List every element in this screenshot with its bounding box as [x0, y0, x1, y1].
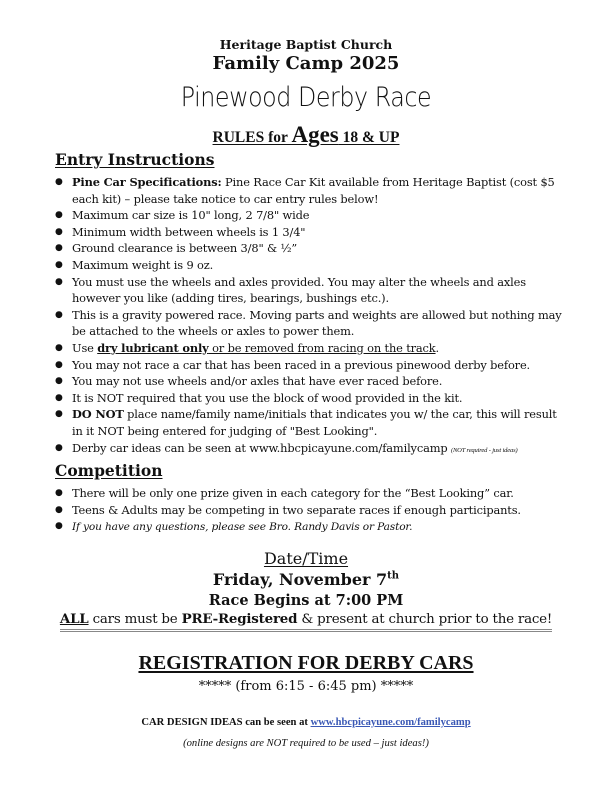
church-name: Heritage Baptist Church [219, 37, 393, 52]
item-post: . [435, 340, 440, 355]
list-item [55, 406, 565, 439]
familycamp-link[interactable]: www.hbcpicayune.com/familycamp [310, 717, 471, 728]
list-item [55, 207, 565, 224]
bullet-icon: ● [55, 259, 63, 270]
item-pre: Use [72, 340, 98, 355]
entry-instructions-heading: Entry Instructions [55, 150, 215, 169]
list-item [55, 518, 565, 536]
list-item [55, 485, 565, 502]
bullet-icon: ● [55, 342, 63, 353]
competition-list [55, 485, 565, 536]
bullet-icon: ● [55, 243, 63, 254]
item-text: Ground clearance is between 3/8" & ½” [72, 241, 298, 256]
list-item [55, 357, 565, 374]
notice-end: & present at church prior to the race! [297, 612, 553, 627]
item-text: There will be only one prize given in each category for the “Best Looking” car. [72, 486, 514, 500]
registration-title: REGISTRATION FOR DERBY CARS [138, 652, 474, 674]
rules-suffix: 18 & UP [338, 129, 400, 146]
car-design-ideas [0, 717, 612, 728]
list-item [55, 373, 565, 390]
list-item [55, 240, 565, 257]
list-item [55, 390, 565, 407]
rules-heading [0, 122, 612, 148]
pre-registration-notice [0, 610, 612, 632]
bullet-icon: ● [55, 409, 63, 420]
date-time-heading: Date/Time [263, 549, 349, 568]
bullet-icon: ● [55, 376, 63, 387]
item-text: You may not use wheels and/or axles that have ever raced before. [72, 374, 443, 389]
entry-instructions-list [55, 174, 565, 459]
list-item [55, 274, 565, 307]
bullet-icon: ● [55, 488, 63, 498]
race-start-time: Race Begins at 7:00 PM [208, 592, 404, 609]
item-text: You must use the wheels and axles provided. You may alter the wheels and axles however you like (adding tires, bearings, bushings etc.). [72, 274, 526, 306]
item-text: Minimum width between wheels is 1 3/4" [72, 224, 306, 239]
event-day-suffix: th [387, 570, 400, 582]
item-note: (NOT required - just ideas) [450, 446, 518, 454]
camp-title: Family Camp 2025 [212, 53, 400, 74]
item-text: Maximum weight is 9 oz. [72, 257, 214, 272]
item-underline: or be removed from racing on the track [208, 340, 436, 355]
list-item [55, 502, 565, 519]
list-item [55, 224, 565, 241]
item-text: This is a gravity powered race. Moving parts and weights are allowed but nothing may be attached to the wheels or axles to power them. [72, 307, 562, 339]
online-designs-note: (online designs are NOT required to be used – just ideas!) [183, 738, 429, 749]
pre-registered-emphasis: PRE-Registered [181, 611, 298, 627]
bullet-icon: ● [55, 210, 63, 221]
notice-mid: cars must be [88, 612, 182, 627]
item-text: Pine Race Car Kit available from Heritage Baptist (cost $5 each kit) – please take notice to car entry rules below! [72, 175, 555, 206]
event-day: Friday, November 7 [212, 570, 388, 589]
bullet-icon: ● [55, 226, 63, 237]
bullet-icon: ● [55, 392, 63, 403]
competition-heading: Competition [55, 461, 163, 480]
item-text: You may not race a car that has been raced in a previous pinewood derby before. [72, 357, 531, 372]
list-item [55, 340, 565, 357]
item-text: Derby car ideas can be seen at www.hbcpicayune.com/familycamp [72, 440, 451, 455]
bullet-icon: ● [55, 442, 63, 453]
bullet-icon: ● [55, 504, 63, 515]
item-text: If you have any questions, please see Bro. Randy Davis or Pastor. [72, 521, 413, 534]
bullet-icon: ● [55, 309, 63, 320]
list-item [55, 174, 565, 207]
registration-time: ***** (from 6:15 - 6:45 pm) ***** [198, 679, 414, 694]
event-date [0, 570, 612, 589]
item-text: place name/family name/initials that indicates you w/ the car, this will result in it NOT being entered for judging of "Best Looking". [72, 407, 557, 438]
design-prefix: CAR DESIGN IDEAS can be seen at [141, 717, 311, 728]
race-title: Pinewood Derby Race [180, 82, 432, 113]
list-item [55, 307, 565, 340]
bullet-icon: ● [55, 521, 63, 532]
bullet-icon: ● [55, 177, 63, 187]
registration-heading [0, 652, 612, 675]
list-item [55, 440, 565, 460]
all-emphasis: ALL [59, 611, 89, 627]
bullet-icon: ● [55, 276, 63, 287]
item-text: Teens & Adults may be competing in two separate races if enough participants. [72, 502, 521, 517]
item-text: It is NOT required that you use the block of wood provided in the kit. [72, 390, 463, 405]
item-bold: Pine Car Specifications: [72, 175, 222, 189]
item-text: Maximum car size is 10" long, 2 7/8" wide [72, 208, 310, 223]
rules-prefix: RULES for [212, 129, 292, 146]
rules-ages: Ages [291, 122, 339, 147]
item-bold: DO NOT [72, 407, 124, 422]
list-item [55, 257, 565, 274]
bullet-icon: ● [55, 359, 63, 370]
item-bold-underline: dry lubricant only [97, 340, 209, 355]
